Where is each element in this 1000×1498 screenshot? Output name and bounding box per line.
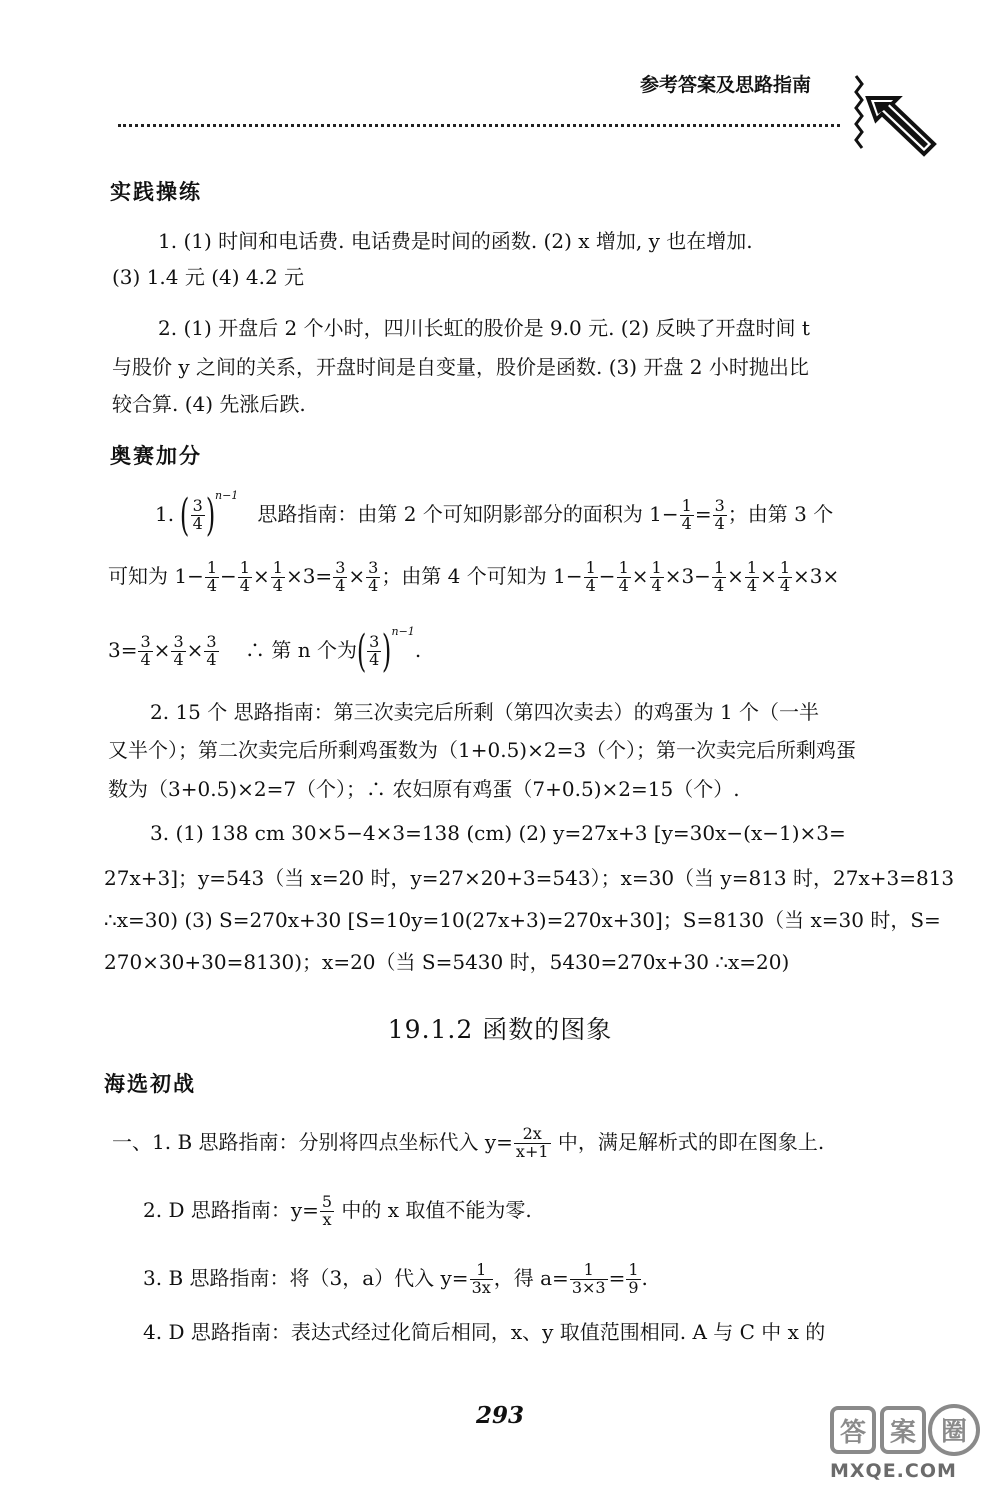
running-header-title: 参考答案及思路指南 [640, 74, 812, 96]
olympiad-q2-line-1: 2. 15 个 思路指南：第三次卖完后所剩（第四次卖去）的鸡蛋为 1 个（一半 [150, 700, 820, 724]
olympiad-q3-line-1: 3. (1) 138 cm 30×5−4×3=138 (cm) (2) y=27x+3 [y=30x−(x−1)×3= [150, 821, 846, 845]
olympiad-q2-line-3: 数为（3+0.5)×2=7（个）；∴ 农妇原有鸡蛋（7+0.5)×2=15（个）. [108, 777, 740, 801]
practice-line-2: (3) 1.4 元 (4) 4.2 元 [112, 265, 305, 289]
watermark-text: MXQE.COM [830, 1460, 957, 1482]
olympiad-q1-line-3: 3= $\frac{3}{4}$ × $\frac{3}{4}$ × $\frac{3}{4}$ ∴ 第 n 个为( $\frac{3}{4}$ )$^{n-1}$. [108, 625, 422, 677]
sea-q2: 2. D 思路指南：y= $\frac{5}{x}$ 中的 x 取值不能为零. [143, 1192, 532, 1229]
right-paren: ) [205, 489, 216, 541]
practice-line-5: 较合算. (4) 先涨后跌. [112, 392, 306, 416]
sea-q3: 3. B 思路指南：将（3，a）代入 y= $\frac{1}{3x}$ ，得 a= $\frac{1}{3\times 3}$ = $\frac{1}{9}$ . [143, 1260, 648, 1297]
arrow-icon [846, 72, 942, 162]
fraction: $\frac{3}{4}$ [192, 496, 203, 533]
olympiad-q1-line-2: 可知为 1− $\frac{1}{4}$ − $\frac{1}{4}$ × $\frac{1}{4}$ ×3= $\frac{3}{4}$ × $\frac{3}{4}$ ；由第 4 个可知为 1− $\frac{1}{4}$ − $\frac{1}{4}$ × $\frac{1}{4}$ ×3− $\frac{1}{4}$ × $\frac{1}{4}$ × $\frac{1}{4}$ ×3× [108, 558, 840, 595]
olympiad-q1-line-1: 1. ( $\frac{3}{4}$ )$^{n-1}$ 思路指南：由第 2 个可知阴影部分的面积为 1− $\frac{1}{4}$ = $\frac{3}{4}$ ；由第 3 个 [155, 489, 834, 541]
practice-line-1: 1. (1) 时间和电话费. 电话费是时间的函数. (2) x 增加, y 也在增加. [158, 229, 753, 253]
practice-line-4: 与股价 y 之间的关系，开盘时间是自变量，股价是函数. (3) 开盘 2 小时抛出比 [112, 355, 809, 379]
left-paren: ( [180, 489, 190, 541]
olympiad-q3-line-3: ∴x=30) (3) S=270x+30 [S=10y=10(27x+3)=270x+30]；S=8130（当 x=30 时，S= [104, 908, 941, 932]
svg-text:答: 答 [839, 1418, 867, 1448]
sea-q1: 一、1. B 思路指南：分别将四点坐标代入 y= $\frac{2x}{x+1}$ 中，满足解析式的即在图象上. [112, 1124, 825, 1161]
practice-line-3: 2. (1) 开盘后 2 个小时，四川长虹的股价是 9.0 元. (2) 反映了开盘时间 t [158, 316, 810, 340]
subsection-title: 19.1.2 函数的图象 [387, 1015, 613, 1044]
header-dotted-rule [118, 124, 840, 127]
section-heading-olympiad: 奥赛加分 [110, 444, 202, 468]
olympiad-q2-line-2: 又半个）；第二次卖完后所剩鸡蛋数为（1+0.5)×2=3（个）；第一次卖完后所剩鸡蛋 [108, 738, 857, 762]
olympiad-q3-line-4: 270×30+30=8130)；x=20（当 S=5430 时，5430=270x+30 ∴x=20) [104, 950, 790, 974]
q1-hint: 思路指南：由第 2 个可知阴影部分的面积为 1− [257, 502, 679, 526]
olympiad-q3-line-2: 27x+3]；y=543（当 x=20 时，y=27×20+3=543）；x=30（当 y=813 时，27x+3=813 [104, 866, 955, 890]
q1-number: 1. [155, 502, 175, 526]
sea-q4: 4. D 思路指南：表达式经过化简后相同，x、y 取值范围相同. A 与 C 中 x 的 [143, 1320, 826, 1344]
section-heading-practice: 实践操练 [110, 180, 202, 204]
svg-text:圈: 圈 [940, 1417, 968, 1447]
svg-text:案: 案 [889, 1418, 917, 1448]
exponent: n−1 [214, 489, 239, 502]
section-heading-sea: 海选初战 [104, 1072, 196, 1096]
page-number: 293 [475, 1402, 524, 1429]
